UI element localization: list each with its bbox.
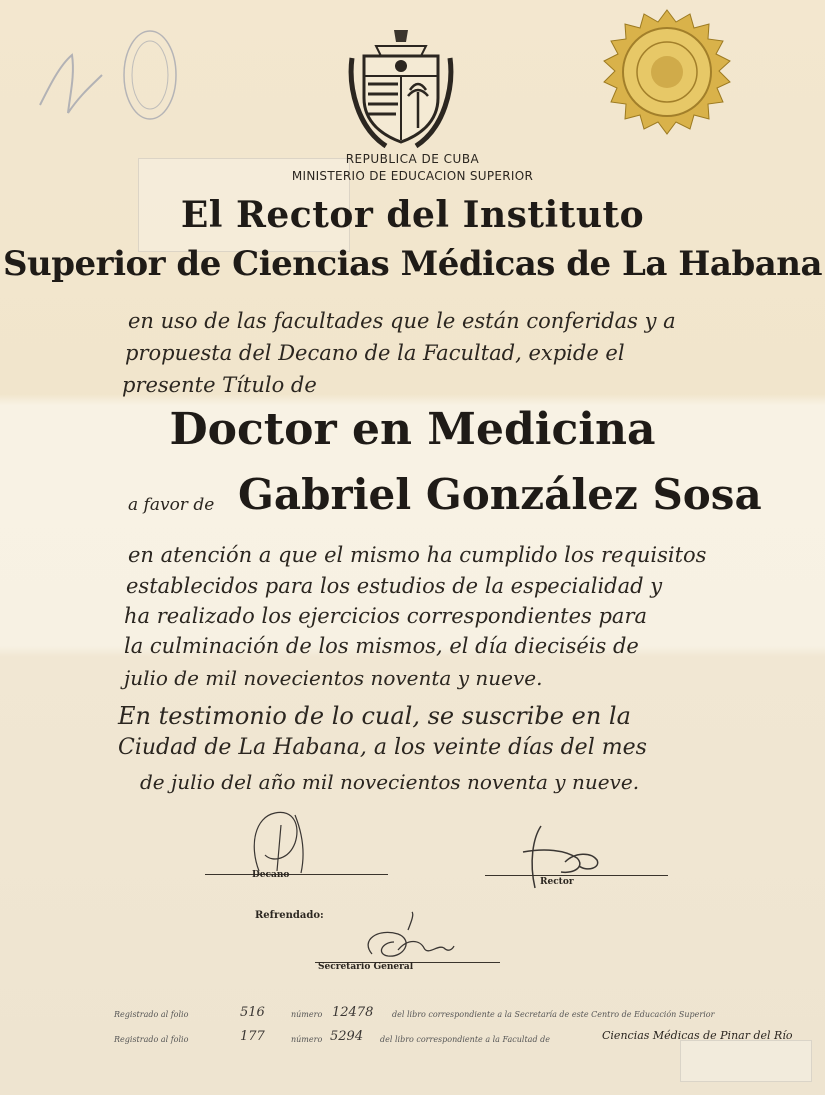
coat-of-arms-icon [346,28,456,150]
registry-2-faculty: Ciencias Médicas de Pinar del Río [602,1029,793,1042]
body-line-1: en atención a que el mismo ha cumplido los requisitos [128,543,707,567]
registry-1-number-label: número [291,1010,323,1019]
recipient-prefix: a favor de [128,495,215,515]
body-line-5: julio de mil novecientos noventa y nueve. [124,666,543,690]
degree-title: Doctor en Medicina [169,404,656,455]
intro-line-1: en uso de las facultades que le están conferidas y a [128,309,676,333]
registry-1-folio: 516 [240,1005,265,1020]
registry-2-prefix: Registrado al folio [114,1035,189,1044]
intro-line-2: propuesta del Decano de la Facultad, expide el [125,341,625,365]
secretary-signature-icon [358,910,458,970]
registry-1-prefix: Registrado al folio [114,1010,189,1019]
dean-label: Decano [252,870,290,880]
faint-stamp-bottom-right [680,1040,812,1082]
registry-2-number-label: número [291,1035,323,1044]
dean-signature-line [205,874,388,875]
dean-signature-icon [245,805,315,877]
body-line-3: ha realizado los ejercicios correspondientes para [124,604,648,628]
registry-2-folio: 177 [240,1029,265,1044]
body-line-2: establecidos para los estudios de la especialidad y [126,574,663,598]
registry-1-number: 12478 [332,1005,374,1020]
issuer-title-line2: Superior de Ciencias Médicas de La Habana [2,244,823,284]
rector-signature-line [485,875,668,876]
header-ministry: MINISTERIO DE EDUCACION SUPERIOR [291,169,534,183]
testimony-line-3: de julio del año mil novecientos noventa y nueve. [140,770,640,794]
handwritten-mark-icon [30,45,110,120]
testimony-line-1: En testimonio de lo cual, se suscribe en la [118,702,631,730]
round-stamp-icon [115,25,185,125]
countersigned-label: Refrendado: [255,910,324,921]
rector-label: Rector [540,877,574,887]
registry-1-text: del libro correspondiente a la Secretaría de este Centro de Educación Superior [392,1010,715,1019]
recipient-name: Gabriel González Sosa [238,470,762,519]
secretary-label: Secretario General [318,962,414,972]
registry-2-text: del libro correspondiente a la Facultad de [380,1035,550,1044]
header-republic: REPUBLICA DE CUBA [345,152,480,166]
body-line-4: la culminación de los mismos, el día dieciséis de [124,634,639,658]
intro-line-3: presente Título de [122,373,317,397]
issuer-title-line1: El Rector del Instituto [180,194,645,236]
registry-2-number: 5294 [330,1029,364,1044]
gold-seal-icon [598,8,736,138]
testimony-line-2: Ciudad de La Habana, a los veinte días del mes [118,735,647,760]
